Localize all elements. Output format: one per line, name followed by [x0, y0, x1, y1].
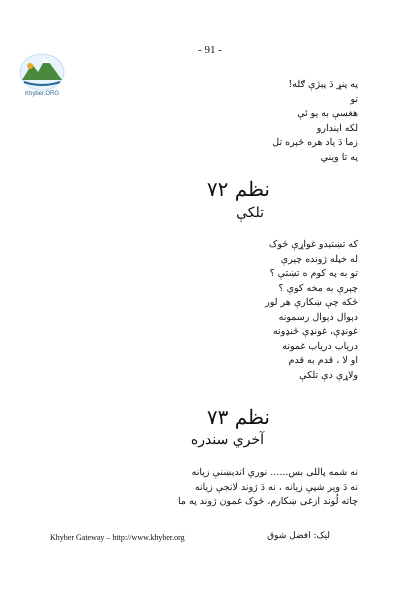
- poem-line: نه دَ وير شپې زيانه ، نه دَ ژوند لانجې زيانه: [194, 481, 358, 493]
- poem-72-subtitle: تلکې: [236, 205, 264, 221]
- footer-author: ليک: افضل شوق: [267, 531, 330, 541]
- poem-line: که تښتېدو غواړې څوک: [268, 239, 358, 250]
- poem-line: لکه اېندارو: [316, 122, 358, 134]
- poem-73-subtitle: آخري سندره: [190, 432, 264, 448]
- poem-line: څکه چې ښکارې هر لور: [265, 297, 358, 308]
- poem-line: او لا ، قدم به قدم: [288, 355, 358, 366]
- poem-line: ولاړې دې تلکې: [299, 369, 358, 381]
- poem-line: چېرې به مخه کوې ؟: [278, 282, 358, 294]
- poem-line: دېوال دېوال رسمونه: [278, 311, 358, 323]
- poem-72-title: نظم ۷۲: [206, 177, 270, 201]
- poem-ending: [272, 78, 358, 165]
- footer-source-link[interactable]: Khyber Gateway – http://www.khyber.org: [50, 533, 185, 542]
- poem-line: په تا ويني: [320, 151, 358, 163]
- page-number: - 91 -: [198, 44, 222, 56]
- poem-line: له خپله ژونده چېرې: [280, 253, 358, 265]
- poem-72-body: [265, 238, 358, 383]
- poem-line: هغسې به يو ئې: [297, 108, 358, 119]
- poem-line: زما دَ ياد هره څېره تل: [272, 137, 358, 148]
- khyber-logo-icon: [16, 50, 68, 94]
- poem-line: تو: [350, 93, 358, 105]
- logo-text: Khyber.ORG: [24, 91, 59, 97]
- poem-73-body: [178, 466, 358, 510]
- poem-line: چاته لُوند ازغی ښکارم، څوک غمون ژوند په ما: [178, 496, 358, 507]
- poem-line: تو به په کوم ه تښتې ؟: [269, 268, 358, 279]
- poem-line: نه شمه پاللی بس...... نوري اندېښنې زيانه: [191, 467, 358, 478]
- poem-line: درياب دریاب غمونه: [282, 340, 358, 352]
- poem-73-title: نظم ۷۳: [206, 405, 270, 429]
- poem-line: غونډې، غونډې څنډونه: [272, 326, 358, 337]
- poem-line: په پنړ دَ پېژې ګله!: [288, 79, 358, 90]
